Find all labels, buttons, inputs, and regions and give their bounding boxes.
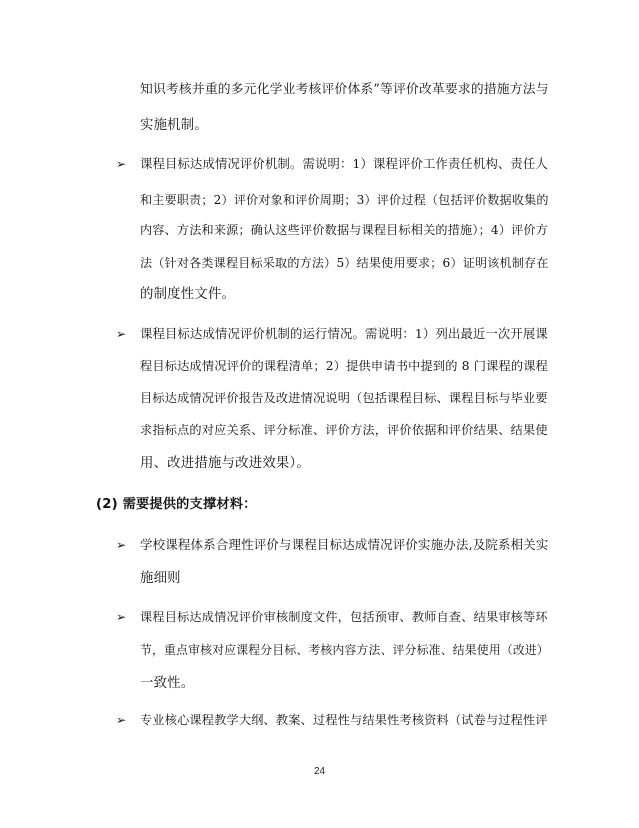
page-number: 24 xyxy=(313,766,326,777)
material-line: 施细则 xyxy=(140,571,181,586)
bullet-arrow-icon: ➢ xyxy=(116,713,127,727)
item-line: 求指标点的对应关系、评分标准、评价方法，评价依据和评价结果、结果使 xyxy=(140,423,548,437)
bullet-arrow-icon: ➢ xyxy=(116,157,127,171)
item-line: 和主要职责；2）评价对象和评价周期；3）评价过程（包括评价数据收集的 xyxy=(140,193,549,207)
item-line: 课程目标达成情况评价机制的运行情况。需说明：1）列出最近一次开展课 xyxy=(140,327,548,341)
item-line: 内容、方法和来源；确认这些评价数据与课程目标相关的措施）；4）评价方 xyxy=(140,223,549,237)
material-line: 一致性。 xyxy=(140,676,195,691)
intro-line: 知识考核并重的多元化学业考核评价体系”等评价改革要求的措施方法与 xyxy=(140,82,549,97)
item-line: 的制度性文件。 xyxy=(140,287,236,302)
bullet-arrow-icon: ➢ xyxy=(116,610,127,624)
item-line: 用、改进措施与改进效果）。 xyxy=(140,456,310,471)
item-line: 法（针对各类课程目标采取的方法）5）结果使用要求；6）证明该机制存在 xyxy=(140,256,549,270)
intro-line: 实施机制。 xyxy=(140,118,208,133)
material-line: 专业核心课程教学大纲、教案、过程性与结果性考核资料（试卷与过程性评 xyxy=(140,713,548,727)
material-line: 节，重点审核对应课程分目标、考核内容方法、评分标准、结果使用（改进） xyxy=(140,643,549,657)
bullet-arrow-icon: ➢ xyxy=(116,327,127,341)
item-line: 目标达成情况评价报告及改进情况说明（包括课程目标、课程目标与毕业要 xyxy=(140,391,548,405)
section-heading: (2) 需要提供的支撑材料： xyxy=(96,497,257,512)
material-line: 课程目标达成情况评价审核制度文件，包括预审、教师自查、结果审核等环 xyxy=(140,610,548,624)
bullet-arrow-icon: ➢ xyxy=(116,538,127,552)
item-line: 课程目标达成情况评价机制。需说明：1）课程评价工作责任机构、责任人 xyxy=(140,157,548,171)
material-line: 学校课程体系合理性评价与课程目标达成情况评价实施办法,及院系相关实 xyxy=(140,537,549,552)
item-line: 程目标达成情况评价的课程清单；2）提供申请书中提到的 8 门课程的课程 xyxy=(140,359,549,373)
